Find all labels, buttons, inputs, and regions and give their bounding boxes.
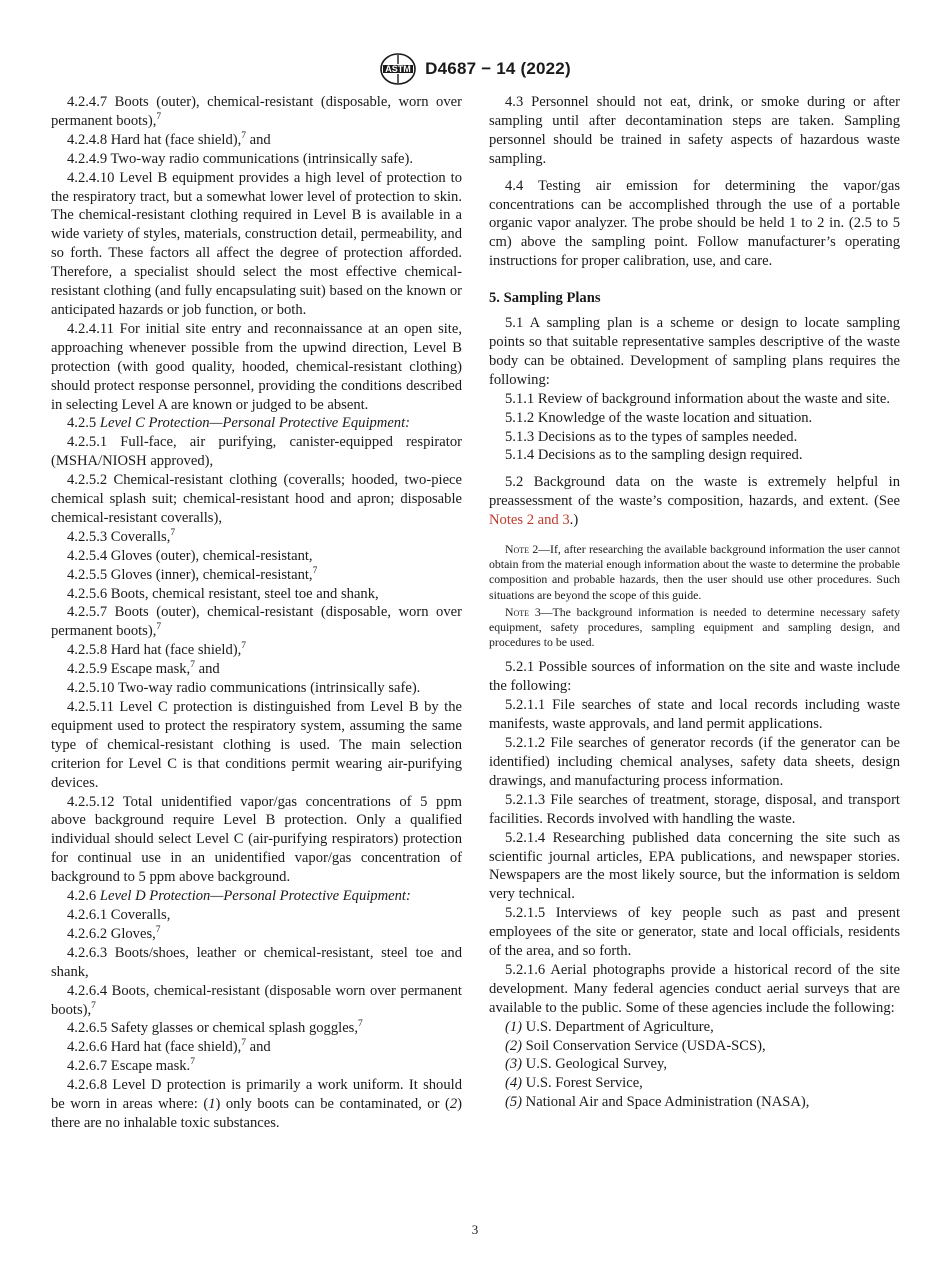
paragraph: 4.2.6.3 Boots/shoes, leather or chemical-resistant, steel toe and shank, bbox=[51, 944, 462, 980]
subsection-heading: 4.2.5 Level C Protection—Personal Protective Equipment: bbox=[67, 415, 411, 432]
notes-link[interactable]: Notes 2 and 3 bbox=[489, 512, 570, 529]
paragraph: 4.2.6.8 Level D protection is primarily a work uniform. It should be worn in areas where: (1) only boots can be contaminated, or (2) there are no inhalable toxic substances. bbox=[51, 1077, 462, 1131]
paragraph: 4.2.5.6 Boots, chemical resistant, steel toe and shank, bbox=[67, 585, 379, 602]
paragraph: 5.1.2 Knowledge of the waste location and situation. bbox=[505, 409, 813, 426]
paragraph: 4.2.6.2 Gloves,$^7$ bbox=[67, 924, 161, 942]
paragraph: 4.4 Testing air emission for determining the vapor/gas concentrations can be accomplished through the use of a portable organic vapor analyzer. The probe should be held 1 to 2 in. (2.5 to 5 cm) above the sampling point. Follow manufacturer’s operating instructions for proper calibration, use, and care. bbox=[489, 177, 900, 270]
paragraph: 5.1.4 Decisions as to the sampling design required. bbox=[505, 447, 803, 464]
list-item: (5) National Air and Space Administration (NASA), bbox=[505, 1094, 810, 1111]
paragraph: 4.2.5.3 Coveralls,$^7$ bbox=[67, 527, 176, 545]
paragraph: 5.2 Background data on the waste is extremely helpful in preassessment of the waste’s composition, hazards, and extent. (See Notes 2 and 3.) bbox=[489, 474, 900, 529]
paragraph: 4.2.5.2 Chemical-resistant clothing (coveralls; hooded, two-piece chemical splash suit; chemical-resistant hood and apron; disposable chemical-resistant coveralls), bbox=[51, 472, 462, 526]
list-item: (4) U.S. Forest Service, bbox=[505, 1075, 643, 1092]
paragraph: 5.2.1 Possible sources of information on the site and waste include the following: bbox=[489, 659, 900, 695]
paragraph: 4.2.5.4 Gloves (outer), chemical-resistant, bbox=[67, 547, 313, 564]
paragraph: 5.2.1.3 File searches of treatment, storage, disposal, and transport facilities. Records involved with handling the waste. bbox=[489, 791, 900, 827]
paragraph: 4.2.5.1 Full-face, air purifying, canister-equipped respirator (MSHA/NIOSH approved), bbox=[51, 434, 462, 470]
paragraph: 4.2.4.11 For initial site entry and reconnaissance at an open site, approaching whenever possible from the upwind direction, Level B protection (with good quality, hooded, chemical-resistant clothing) should protect response personnel, providing the conditions described in selecting Level A are known or judged to be absent. bbox=[51, 320, 462, 413]
paragraph: 5.2.1.4 Researching published data concerning the site such as scientific journal articles, EPA publications, and newspaper stories. Newspapers are the most likely source, but the information is seldom very technical. bbox=[489, 829, 900, 903]
paragraph: 5.1.1 Review of background information about the waste and site. bbox=[505, 390, 891, 407]
paragraph: 4.2.4.8 Hard hat (face shield),$^7$ and bbox=[67, 130, 271, 148]
subsection-heading: 4.2.6 Level D Protection—Personal Protective Equipment: bbox=[67, 888, 411, 905]
paragraph: 5.2.1.6 Aerial photographs provide a historical record of the site development. Many federal agencies conduct aerial surveys that are available to the public. Some of these agencies include the following: bbox=[489, 961, 900, 1016]
paragraph: 4.2.5.7 Boots (outer), chemical-resistant (disposable, worn over permanent boots),$^7$ bbox=[51, 604, 462, 640]
paragraph: 4.2.5.10 Two-way radio communications (intrinsically safe). bbox=[67, 680, 421, 697]
paragraph: 4.2.4.7 Boots (outer), chemical-resistant (disposable, worn over permanent boots),$^7$ bbox=[51, 94, 462, 129]
paragraph: 4.2.5.12 Total unidentified vapor/gas concentrations of 5 ppm above background require Level B protection. Only a qualified individual should select Level C (air-purifying respirators) protection for continual use in an unidentified vapor/gas concentration of background to 5 ppm above background. bbox=[51, 793, 462, 886]
note-3: Note 3—The background information is needed to determine necessary safety equipment, safety procedures, sampling equipment and sampling design, and procedures to be used. bbox=[489, 604, 900, 650]
right-column bbox=[489, 93, 900, 1112]
paragraph: 4.2.6.4 Boots, chemical-resistant (disposable worn over permanent boots),$^7$ bbox=[51, 982, 462, 1018]
paragraph: 4.2.5.11 Level C protection is distinguished from Level B by the equipment used to protect the respiratory system, assuming the same type of chemical-resistant clothing is used. The main selection criterion for Level C is that conditions permit wearing air-purifying devices. bbox=[51, 699, 462, 791]
paragraph: 5.1.3 Decisions as to the types of samples needed. bbox=[505, 428, 798, 445]
page-number: 3 bbox=[471, 1222, 479, 1237]
paragraph: 4.2.6.1 Coveralls, bbox=[67, 906, 171, 923]
section-title: 5. Sampling Plans bbox=[489, 290, 601, 307]
astm-logo-icon bbox=[379, 52, 417, 86]
paragraph: 4.2.5.5 Gloves (inner), chemical-resistant,$^7$ bbox=[67, 565, 318, 583]
paragraph: 4.2.4.10 Level B equipment provides a high level of protection to the respiratory tract, but a somewhat lower level of protection to skin. The chemical-resistant clothing required in Level B is available in a wide variety of styles, materials, construction detail, permeability, and so forth. These factors all affect the degree of protection afforded. Therefore, a specialist should select the most effective chemical-resistant clothing (and fully encapsulating suit) based on the known or anticipated hazards or job function, or both. bbox=[51, 169, 462, 318]
paragraph: 5.1 A sampling plan is a scheme or design to locate sampling points so that suitable representative samples descriptive of the waste body can be obtained. Development of sampling plans requires the following: bbox=[489, 315, 900, 388]
paragraph: 5.2.1.5 Interviews of key people such as past and present employees of the site or generator, state and local officials, residents of the area, and so forth. bbox=[489, 905, 900, 960]
note-2: Note 2—If, after researching the available background information the user cannot obtain from the material enough information about the waste to determine the probable composition and probable hazards, then the user should use other procedures. Such situations are beyond the scope of this guide. bbox=[489, 542, 900, 602]
paragraph: 4.2.6.5 Safety glasses or chemical splash goggles,$^7$ bbox=[67, 1019, 363, 1037]
list-item: (3) U.S. Geological Survey, bbox=[505, 1056, 667, 1073]
paragraph: 5.2.1.1 File searches of state and local records including waste manifests, waste approvals, and land permit applications. bbox=[489, 697, 900, 733]
list-item: (2) Soil Conservation Service (USDA-SCS), bbox=[505, 1037, 766, 1054]
paragraph: 4.2.4.9 Two-way radio communications (intrinsically safe). bbox=[67, 150, 414, 167]
paragraph: 5.2.1.2 File searches of generator records (if the generator can be identified) including chemical analyses, safety data sheets, design drawings, and manufacturing process information. bbox=[489, 735, 900, 789]
paragraph: 4.2.6.7 Escape mask.$^7$ bbox=[67, 1057, 195, 1075]
paragraph: 4.2.5.9 Escape mask,$^7$ and bbox=[67, 660, 220, 678]
logo-text: ASTM bbox=[385, 64, 411, 74]
page-header bbox=[0, 52, 950, 86]
left-column bbox=[51, 93, 462, 1133]
paragraph: 4.3 Personnel should not eat, drink, or smoke during or after sampling until after decontamination steps are taken. Sampling personnel should be trained in safety aspects of hazardous waste sampling. bbox=[489, 94, 900, 167]
paragraph: 4.2.6.6 Hard hat (face shield),$^7$ and bbox=[67, 1038, 271, 1056]
document-id: D4687 − 14 (2022) bbox=[425, 59, 571, 78]
list-item: (1) U.S. Department of Agriculture, bbox=[505, 1018, 714, 1035]
paragraph: 4.2.5.8 Hard hat (face shield),$^7$ bbox=[67, 641, 246, 659]
